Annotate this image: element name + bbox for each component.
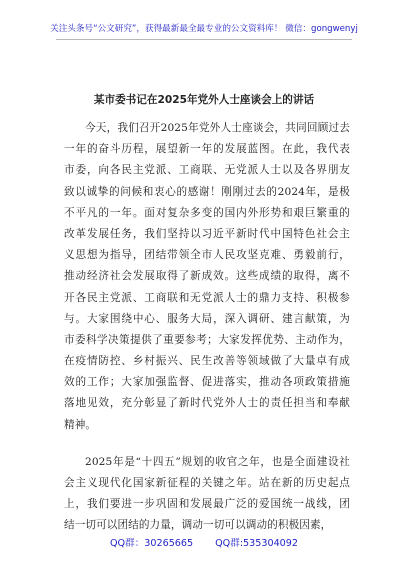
header-divider xyxy=(56,39,352,40)
text-line: 开各民主党派、工商联和无党派人士的鼎力支持、积极参 xyxy=(64,291,350,304)
text-line: 今天，我们召开2025年党外人士座谈会，共同回顾过去 xyxy=(85,122,350,134)
paragraph-2 xyxy=(64,452,350,537)
text-line: 市委，向各民主党派、工商联、无党派人士以及各界朋友 xyxy=(64,164,350,177)
document-body xyxy=(64,118,350,537)
text-line: 在疫情防控、乡村振兴、民生改善等领域做了大量卓有成 xyxy=(64,355,350,368)
text-line: 推动经济社会发展取得了新成效。这些成绩的取得，离不 xyxy=(64,270,350,283)
qq-group-1: QQ群：30265665 xyxy=(110,538,194,549)
text-line: 与。大家围绕中心、服务大局，深入调研、建言献策，为 xyxy=(64,312,350,325)
text-line: 2025年是“十四五”规划的收官之年，也是全面建设社 xyxy=(85,455,350,468)
text-line: 致以诚挚的问候和衷心的感谢！刚刚过去的2024年，是极 xyxy=(64,185,350,198)
text-line: 不平凡的一年。面对复杂多变的国内外形势和艰巨繁重的 xyxy=(64,206,350,219)
paragraph-spacer xyxy=(64,436,350,452)
text-line: 上，我们要进一步巩固和发展最广泛的爱国统一战线，团 xyxy=(64,498,350,511)
promo-banner[interactable]: 关注头条号“公文研究”，获得最新最全最专业的公文资料库！ 微信：gongwenyj xyxy=(50,24,358,34)
text-line: 一年的奋斗历程，展望新一年的发展蓝图。在此，我代表 xyxy=(64,143,350,156)
document-title: 某市委书记在2025年党外人士座谈会上的讲话 xyxy=(93,94,315,106)
footer-contact xyxy=(0,535,408,549)
text-line: 会主义现代化国家新征程的关键之年。站在新的历史起点 xyxy=(64,477,350,489)
text-line: 市委科学决策提供了重要参考；大家发挥优势、主动作为， xyxy=(64,333,350,346)
text-line: 效的工作；大家加强监督、促进落实，推动各项政策措施 xyxy=(64,376,350,389)
text-line: 精神。 xyxy=(64,418,97,431)
text-line: 改革发展任务，我们坚持以习近平新时代中国特色社会主 xyxy=(64,227,350,240)
paragraph-1 xyxy=(64,118,350,436)
text-line: 义思想为指导，团结带领全市人民攻坚克难、勇毅前行， xyxy=(64,249,350,262)
qq-group-2: QQ群:535304092 xyxy=(215,538,298,549)
text-line: 落地见效，充分彰显了新时代党外人士的责任担当和奉献 xyxy=(64,397,350,410)
text-line: 结一切可以团结的力量，调动一切可以调动的积极因素， xyxy=(64,519,332,532)
